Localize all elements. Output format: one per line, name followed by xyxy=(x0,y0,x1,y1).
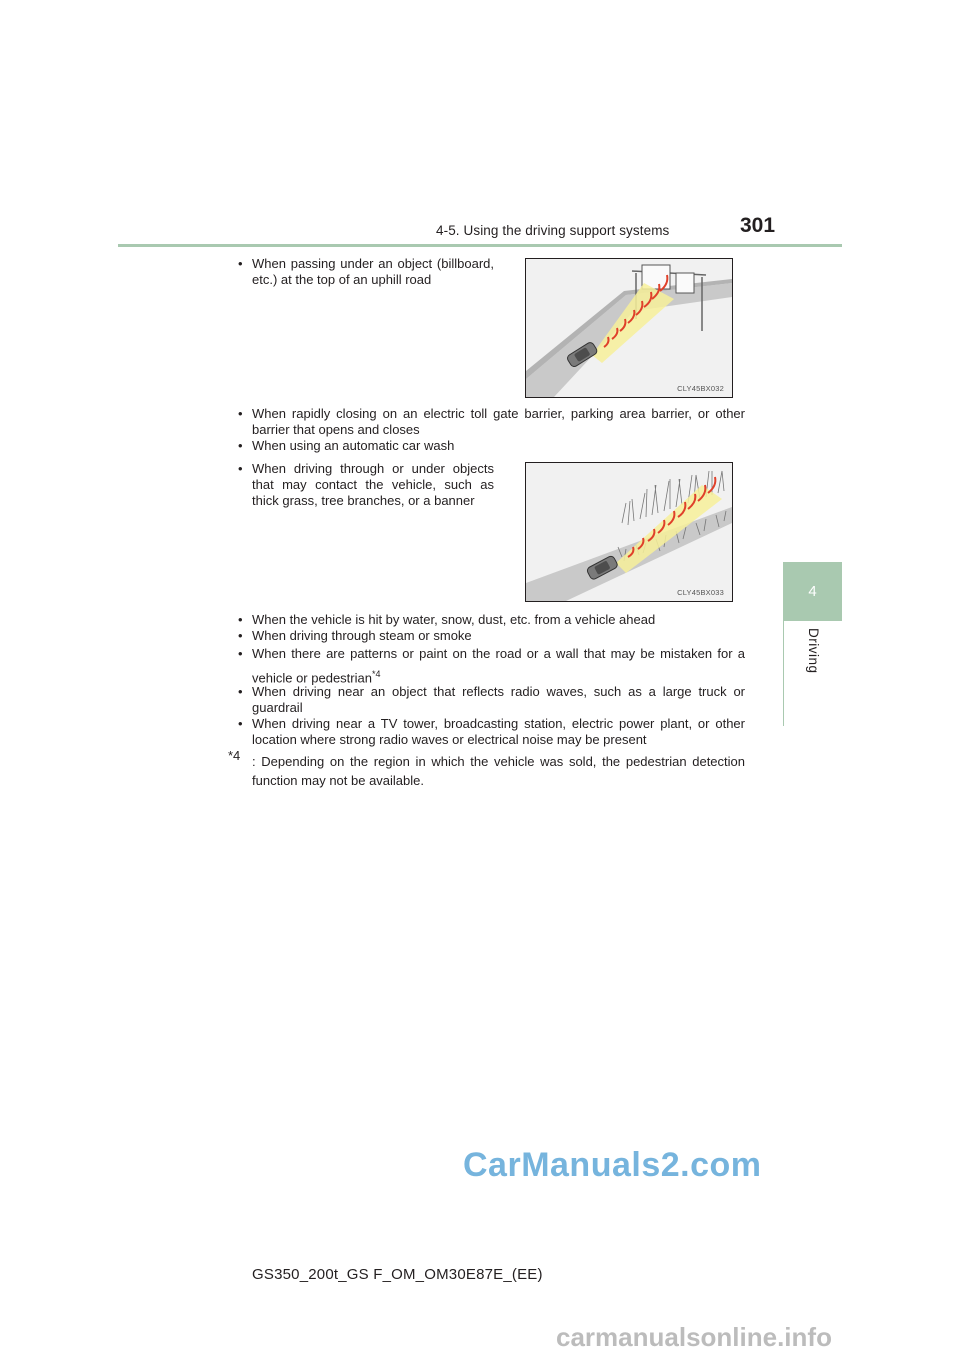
bullet-text: When driving near an object that reflects radio waves, such as a large truck or guardrail xyxy=(252,684,745,715)
uphill-billboard-illustration xyxy=(526,259,732,397)
chapter-number: 4 xyxy=(808,583,817,600)
bullet-dot: • xyxy=(238,628,243,643)
bullet-dot: • xyxy=(238,612,243,627)
figure-code: CLY45BX032 xyxy=(677,384,724,393)
bullet-dot: • xyxy=(238,256,243,271)
bullet-dot: • xyxy=(238,406,243,421)
document-code: GS350_200t_GS F_OM_OM30E87E_(EE) xyxy=(252,1266,543,1283)
bullet-item xyxy=(238,644,745,688)
bullet-dot: • xyxy=(238,646,243,661)
watermark-primary[interactable]: CarManuals2.com xyxy=(463,1146,762,1184)
bullet-text: When rapidly closing on an electric toll gate barrier, parking area barrier, or other barrier that opens and closes xyxy=(252,406,745,437)
footnote-text: : Depending on the region in which the vehicle was sold, the pedestrian detection function may not be available. xyxy=(252,754,745,788)
footnote-reference: *4 xyxy=(371,669,381,679)
thick-grass-illustration xyxy=(526,463,732,601)
bullet-text: When there are patterns or paint on the road or a wall that may be mistaken for a vehicle or pedestrian xyxy=(252,646,745,686)
section-title: 4-5. Using the driving support systems xyxy=(436,223,670,238)
chapter-label: Driving xyxy=(806,628,821,674)
bullet-item xyxy=(238,716,745,748)
figure-thick-grass xyxy=(525,462,733,602)
bullet-item xyxy=(238,438,745,454)
bullet-text: When using an automatic car wash xyxy=(252,438,455,453)
bullet-text: When driving near a TV tower, broadcasting station, electric power plant, or other location where strong radio waves or electrical noise may be present xyxy=(252,716,745,747)
bullet-dot: • xyxy=(238,684,243,699)
bullet-text: When the vehicle is hit by water, snow, dust, etc. from a vehicle ahead xyxy=(252,612,656,627)
bullet-item xyxy=(238,684,745,716)
chapter-tab xyxy=(783,562,842,621)
bullet-item xyxy=(238,406,745,438)
figure-uphill-billboard xyxy=(525,258,733,398)
chapter-tab-line xyxy=(783,621,784,726)
bullet-dot: • xyxy=(238,461,243,476)
bullet-item xyxy=(238,628,745,644)
bullet-dot: • xyxy=(238,438,243,453)
bullet-dot: • xyxy=(238,716,243,731)
figure-code: CLY45BX033 xyxy=(677,588,724,597)
bullet-text: When driving through steam or smoke xyxy=(252,628,472,643)
watermark-secondary[interactable]: carmanualsonline.info xyxy=(556,1322,832,1352)
bullet-item xyxy=(238,612,745,628)
bullet-text: When passing under an object (billboard, etc.) at the top of an uphill road xyxy=(252,256,494,287)
bullet-text: When driving through or under objects that may contact the vehicle, such as thick grass, tree branches, or a banner xyxy=(252,461,494,508)
header-rule xyxy=(118,244,842,247)
page-number: 301 xyxy=(740,214,776,237)
bullet-item xyxy=(238,461,494,509)
footnote-marker: *4 xyxy=(228,748,241,763)
bullet-item xyxy=(238,256,494,288)
